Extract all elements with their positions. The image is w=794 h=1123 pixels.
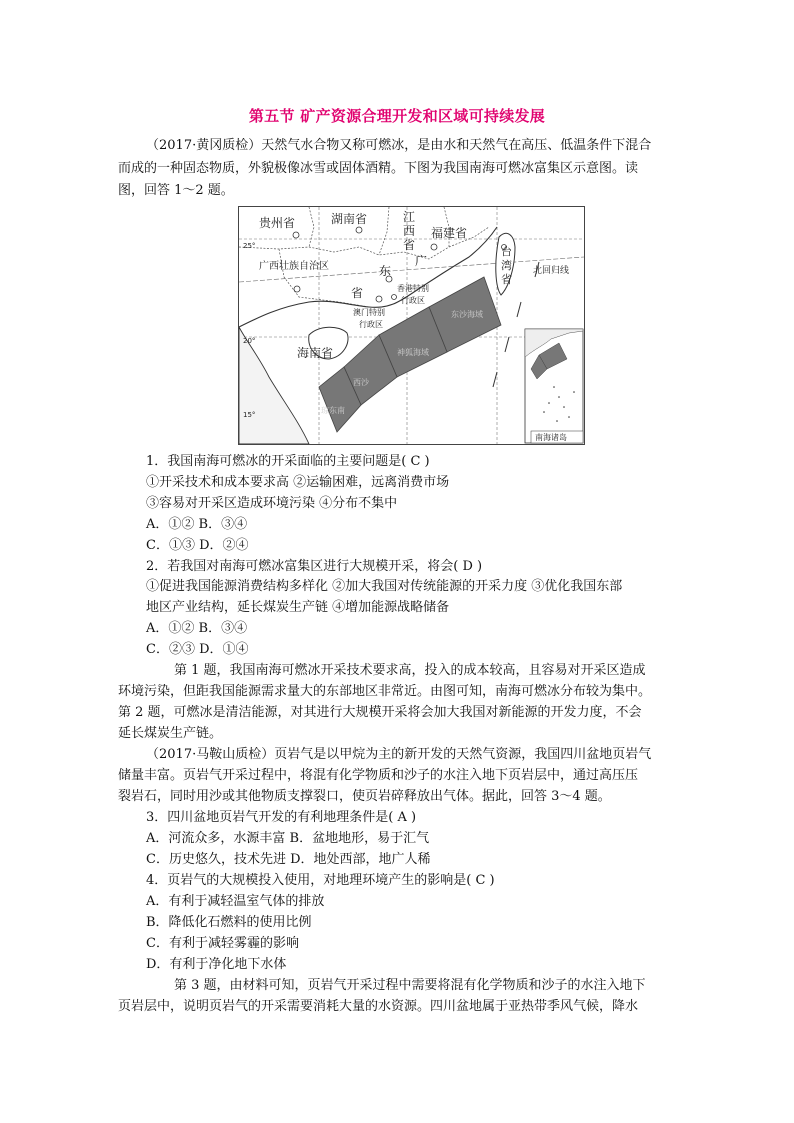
map-label-taiwan-1: 台: [501, 245, 512, 258]
explanation-line: 延长煤炭生产链。: [118, 726, 223, 741]
explanation-line: 第 2 题，可燃冰是清洁能源，对其进行大规模开采将会加大我国对新能源的开发力度，不会: [118, 705, 642, 720]
inset-label: 南海诸岛: [535, 433, 567, 442]
map-label-guizhou: 贵州省: [259, 216, 296, 230]
map-label-jiangxi-1: 江: [403, 210, 416, 224]
intro-line: 图，回答 1～2 题。: [118, 183, 234, 198]
question-1-stem: 1．我国南海可燃冰的开采面临的主要问题是( C ): [146, 454, 430, 469]
map-label-hongkong-1: 香港特别: [397, 284, 429, 293]
explanation-line: 第 3 题，由材料可知，页岩气开采过程中需要将混有化学物质和沙子的水注入地下: [174, 978, 646, 993]
question-4-option-c: C．有利于减轻雾霾的影响: [146, 936, 299, 951]
map-label-taiwan-3: 省: [501, 273, 512, 286]
map-label-guangdong-1: 广: [415, 254, 428, 268]
map-label-hainan: 海南省: [297, 346, 334, 360]
latitude-15: 15°: [243, 411, 256, 419]
question-3-answers: C．历史悠久，技术先进 D．地处西部，地广人稀: [146, 852, 431, 867]
map-label-macao-2: 行政区: [359, 320, 383, 329]
question-2-options: 地区产业结构，延长煤炭生产链 ④增加能源战略储备: [146, 600, 450, 615]
intro-line: （2017·黄冈质检）天然气水合物又称可燃冰，是由水和天然气在高压、低温条件下混合: [146, 138, 652, 153]
intro-line: 储量丰富。页岩气开采过程中，将混有化学物质和沙子的水注入地下页岩层中，通过高压压: [118, 768, 639, 783]
question-3-stem: 3．四川盆地页岩气开发的有利地理条件是( A ): [146, 810, 417, 825]
map-label-guangdong-3: 省: [351, 286, 364, 300]
map-label-hongkong-2: 行政区: [401, 296, 425, 305]
map-label-hunan: 湖南省: [331, 212, 368, 226]
svg-text:东沙海域: 东沙海域: [451, 310, 483, 319]
explanation-line: 第 1 题，我国南海可燃冰开采技术要求高，投入的成本较高，且容易对开采区造成: [174, 663, 646, 678]
explanation-line: 环境污染，但距我国能源需求量大的东部地区非常近。由图可知，南海可燃冰分布较为集中。: [118, 684, 652, 699]
intro-line: （2017·马鞍山质检）页岩气是以甲烷为主的新开发的天然气资源，我国四川盆地页岩气: [146, 747, 652, 762]
south-china-sea-map: [238, 206, 585, 445]
question-1-options: ①开采技术和成本要求高 ②运输困难，远离消费市场: [146, 475, 450, 490]
question-2-options: ①促进我国能源消费结构多样化 ②加大我国对传统能源的开采力度 ③优化我国东部: [146, 579, 623, 594]
question-4-option-b: B．降低化石燃料的使用比例: [146, 915, 312, 930]
explanation-line: 页岩层中，说明页岩气的开采需要消耗大量的水资源。四川盆地属于亚热带季风气候，降水: [118, 999, 639, 1014]
question-1-answers: A．①② B．③④: [146, 517, 248, 532]
map-label-taiwan-2: 湾: [501, 259, 512, 272]
map-label-jiangxi-3: 省: [403, 238, 416, 252]
svg-text:神狐海域: 神狐海域: [397, 348, 429, 357]
map-label-guangdong-2: 东: [379, 264, 392, 278]
map-label-jiangxi-2: 西: [403, 224, 416, 238]
svg-text:西沙: 西沙: [353, 378, 369, 387]
question-2-stem: 2．若我国对南海可燃冰富集区进行大规模开采，将会( D ): [146, 559, 483, 574]
question-2-answers: A．①② B．③④: [146, 621, 248, 636]
question-4-option-a: A．有利于减轻温室气体的排放: [146, 894, 325, 909]
latitude-20: 20°: [243, 337, 256, 345]
latitude-25: 25°: [243, 242, 256, 250]
svg-text:琼东南: 琼东南: [321, 406, 345, 415]
question-3-answers: A．河流众多，水源丰富 B．盆地地形，易于汇气: [146, 831, 430, 846]
question-4-option-d: D．有利于净化地下水体: [146, 957, 287, 972]
question-1-options: ③容易对开采区造成环境污染 ④分布不集中: [146, 496, 398, 511]
question-1-answers: C．①③ D．②④: [146, 538, 249, 553]
tropic-of-cancer-label: 北回归线: [533, 266, 570, 276]
question-4-stem: 4．页岩气的大规模投入使用，对地理环境产生的影响是( C ): [146, 873, 495, 888]
question-2-answers: C．②③ D．①④: [146, 642, 249, 657]
page-title: 第五节 矿产资源合理开发和区域可持续发展: [248, 107, 546, 125]
map-label-guangxi: 广西壮族自治区: [259, 261, 329, 272]
map-label-fujian: 福建省: [431, 226, 468, 240]
map-label-macao-1: 澳门特别: [353, 308, 385, 317]
intro-line: 裂岩石，同时用沙或其他物质支撑裂口，使页岩碎释放出气体。据此，回答 3～4 题。: [118, 789, 611, 804]
south-china-sea-islands-inset: [525, 329, 583, 443]
intro-line: 而成的一种固态物质，外貌极像冰雪或固体酒精。下图为我国南海可燃冰富集区示意图。读: [118, 161, 639, 176]
